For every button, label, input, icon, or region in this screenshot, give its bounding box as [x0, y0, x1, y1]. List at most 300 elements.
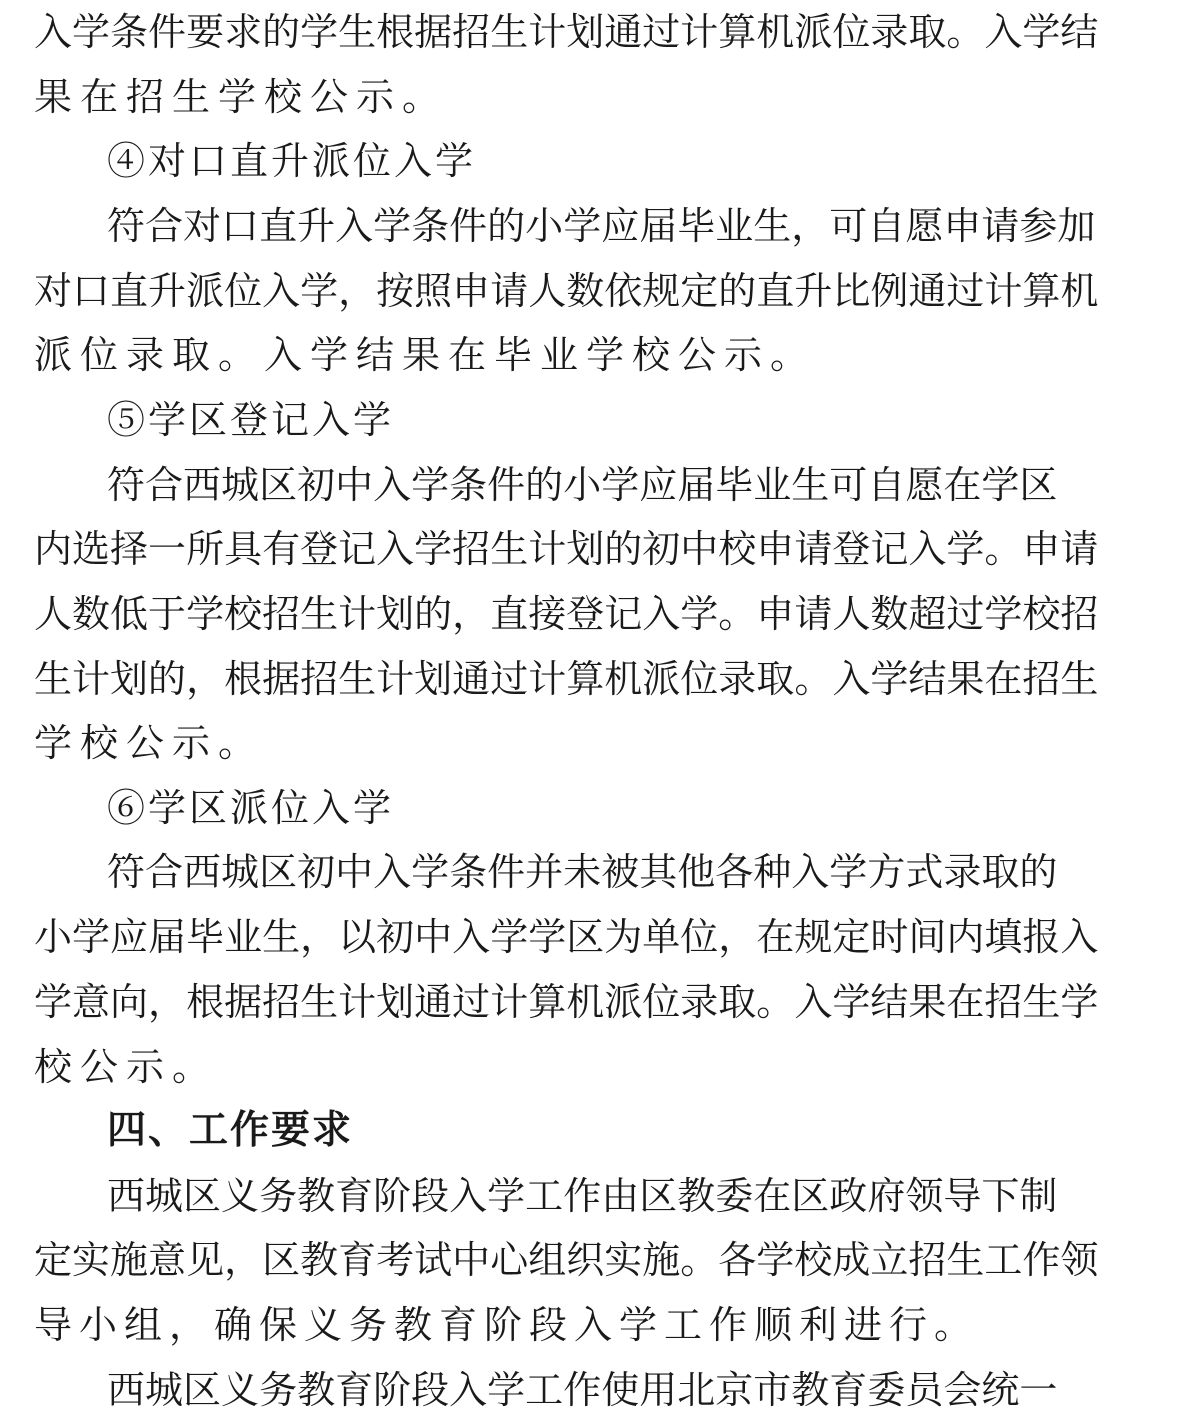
- glyph: 一: [1019, 1368, 1058, 1412]
- glyph: 段: [411, 1368, 450, 1412]
- paragraph-line: [0, 582, 1099, 646]
- glyph: 育: [338, 1238, 377, 1282]
- glyph: 计: [490, 980, 529, 1024]
- subsection-heading: ④对口直升派位入学: [107, 139, 477, 183]
- glyph: 位: [642, 980, 681, 1024]
- glyph: 结: [870, 980, 909, 1024]
- glyph: 学: [300, 269, 339, 313]
- glyph: 学: [72, 10, 111, 54]
- glyph: 中: [414, 915, 453, 959]
- glyph: 取: [718, 980, 757, 1024]
- glyph: 入: [794, 980, 833, 1024]
- glyph: 升: [794, 269, 833, 313]
- glyph: 在: [943, 463, 982, 507]
- glyph: 学: [680, 592, 719, 636]
- glyph: ，: [791, 204, 830, 248]
- glyph: 划: [376, 592, 415, 636]
- glyph: 的: [1019, 850, 1058, 894]
- glyph: 可: [829, 463, 868, 507]
- glyph: 领: [1060, 1238, 1099, 1282]
- glyph: 件: [148, 10, 187, 54]
- glyph: 件: [487, 850, 526, 894]
- glyph: 升: [297, 204, 336, 248]
- glyph: 学: [981, 463, 1020, 507]
- glyph: 选: [72, 527, 111, 571]
- glyph: 心: [490, 1238, 529, 1282]
- paragraph-line: [0, 1164, 1058, 1228]
- glyph: 。: [946, 10, 985, 54]
- glyph: 务: [259, 1368, 298, 1412]
- glyph: 计: [984, 269, 1023, 313]
- glyph: 直: [110, 269, 149, 313]
- glyph: 自: [867, 463, 906, 507]
- glyph: 各: [718, 1238, 757, 1282]
- glyph: 算: [1022, 269, 1061, 313]
- glyph: 届: [639, 204, 678, 248]
- glyph: 划: [110, 657, 149, 701]
- glyph: 校: [224, 592, 263, 636]
- glyph: ，: [186, 657, 225, 701]
- glyph: 下: [981, 1174, 1020, 1218]
- glyph: 报: [1022, 915, 1061, 959]
- glyph: 学: [72, 915, 111, 959]
- glyph: 学: [487, 1368, 526, 1412]
- glyph: 以: [338, 915, 377, 959]
- glyph: 对: [34, 269, 73, 313]
- glyph: 位: [680, 915, 719, 959]
- glyph: 根: [376, 10, 415, 54]
- glyph: 实: [604, 1238, 643, 1282]
- glyph: 过: [642, 10, 681, 54]
- glyph: 向: [110, 980, 149, 1024]
- glyph: 自: [867, 204, 906, 248]
- glyph: 愿: [905, 463, 944, 507]
- glyph: 超: [908, 592, 947, 636]
- glyph: 取: [981, 850, 1020, 894]
- glyph: 小: [34, 915, 73, 959]
- glyph: 初: [376, 915, 415, 959]
- glyph: 应: [639, 463, 678, 507]
- glyph: 具: [224, 527, 263, 571]
- glyph: 在: [756, 915, 795, 959]
- glyph: 规: [794, 915, 833, 959]
- glyph: 申: [756, 592, 795, 636]
- glyph: 育: [335, 1368, 374, 1412]
- glyph: 学: [414, 527, 453, 571]
- glyph: 届: [148, 915, 187, 959]
- glyph: 种: [753, 850, 792, 894]
- glyph: 派: [604, 980, 643, 1024]
- glyph: 请: [794, 527, 833, 571]
- glyph: 人: [832, 592, 871, 636]
- glyph: 有: [262, 527, 301, 571]
- glyph: 入: [791, 850, 830, 894]
- glyph: 算: [528, 980, 567, 1024]
- glyph: 学: [1022, 10, 1061, 54]
- glyph: 初: [642, 527, 681, 571]
- glyph: 区: [791, 1174, 830, 1218]
- glyph: 人: [34, 592, 73, 636]
- glyph: 招: [452, 527, 491, 571]
- glyph: 组: [528, 1238, 567, 1282]
- glyph: 入: [984, 10, 1023, 54]
- glyph: 他: [677, 850, 716, 894]
- glyph: 取: [908, 10, 947, 54]
- glyph: 过: [946, 592, 985, 636]
- glyph: 填: [984, 915, 1023, 959]
- glyph: 通: [908, 269, 947, 313]
- glyph: 生: [262, 915, 301, 959]
- glyph: 入: [373, 850, 412, 894]
- glyph: 应: [110, 915, 149, 959]
- glyph: 业: [753, 463, 792, 507]
- glyph: 被: [601, 850, 640, 894]
- glyph: 。: [984, 527, 1023, 571]
- glyph: 求: [224, 10, 263, 54]
- glyph: 教: [300, 1238, 339, 1282]
- glyph: 位: [832, 10, 871, 54]
- glyph: 愿: [905, 204, 944, 248]
- glyph: 记: [870, 527, 909, 571]
- glyph: 西: [107, 1174, 146, 1218]
- glyph: 入: [335, 204, 374, 248]
- glyph: 入: [262, 269, 301, 313]
- glyph: 统: [981, 1368, 1020, 1412]
- glyph: 招: [452, 10, 491, 54]
- glyph: 计: [680, 10, 719, 54]
- glyph: 人: [528, 269, 567, 313]
- glyph: 据: [262, 657, 301, 701]
- glyph: 在: [753, 1174, 792, 1218]
- glyph: 成: [832, 1238, 871, 1282]
- glyph: 生: [338, 10, 377, 54]
- glyph: 会: [943, 1368, 982, 1412]
- glyph: 作: [563, 1368, 602, 1412]
- glyph: 择: [110, 527, 149, 571]
- glyph: 位: [224, 269, 263, 313]
- glyph: 生: [490, 527, 529, 571]
- glyph: 算: [718, 10, 757, 54]
- glyph: 招: [908, 1238, 947, 1282]
- glyph: 区: [639, 1174, 678, 1218]
- glyph: 入: [376, 527, 415, 571]
- glyph: 登: [566, 592, 605, 636]
- section-heading: 四、工作要求: [107, 1108, 354, 1153]
- glyph: 业: [715, 204, 754, 248]
- glyph: 招: [262, 592, 301, 636]
- glyph: 生: [490, 10, 529, 54]
- glyph: 的: [718, 269, 757, 313]
- glyph: 记: [604, 592, 643, 636]
- glyph: 申: [452, 269, 491, 313]
- glyph: 合: [145, 204, 184, 248]
- glyph: 见: [186, 1238, 225, 1282]
- glyph: 教: [677, 1174, 716, 1218]
- glyph: 通: [604, 10, 643, 54]
- glyph: 入: [642, 592, 681, 636]
- glyph: 阶: [373, 1174, 412, 1218]
- glyph: 条: [449, 850, 488, 894]
- glyph: 义: [221, 1368, 260, 1412]
- paragraph-line: [0, 259, 1099, 323]
- glyph: 依: [604, 269, 643, 313]
- glyph: 划: [414, 657, 453, 701]
- glyph: 派: [642, 657, 681, 701]
- glyph: 城: [221, 463, 260, 507]
- glyph: 内: [34, 527, 73, 571]
- glyph: 在: [984, 657, 1023, 701]
- paragraph-line: [0, 647, 1099, 711]
- glyph: 试: [414, 1238, 453, 1282]
- glyph: 中: [452, 1238, 491, 1282]
- glyph: 考: [376, 1238, 415, 1282]
- glyph: 校: [1022, 592, 1061, 636]
- glyph: 。: [794, 657, 833, 701]
- glyph: 低: [110, 592, 149, 636]
- glyph: 录: [870, 10, 909, 54]
- glyph: 划: [376, 980, 415, 1024]
- glyph: 计: [528, 10, 567, 54]
- glyph: 内: [946, 915, 985, 959]
- glyph: 教: [791, 1368, 830, 1412]
- glyph: 单: [642, 915, 681, 959]
- glyph: 登: [832, 527, 871, 571]
- glyph: 入: [908, 527, 947, 571]
- glyph: 数: [72, 592, 111, 636]
- glyph: 条: [411, 204, 450, 248]
- glyph: 学: [946, 527, 985, 571]
- glyph: 入: [1060, 915, 1099, 959]
- glyph: 招: [984, 980, 1023, 1024]
- glyph: 招: [262, 980, 301, 1024]
- glyph: 小: [525, 204, 564, 248]
- glyph: 教: [297, 1368, 336, 1412]
- glyph: 请: [794, 592, 833, 636]
- glyph: 派: [794, 10, 833, 54]
- paragraph-line: [0, 1358, 1058, 1422]
- glyph: 由: [601, 1174, 640, 1218]
- glyph: 工: [984, 1238, 1023, 1282]
- glyph: 合: [145, 463, 184, 507]
- glyph: 的: [414, 592, 453, 636]
- glyph: 西: [183, 463, 222, 507]
- paragraph-line: [0, 517, 1099, 581]
- paragraph-line: [0, 1228, 1099, 1292]
- glyph: 一: [148, 527, 187, 571]
- glyph: ，: [718, 915, 757, 959]
- glyph: 毕: [677, 204, 716, 248]
- glyph: 作: [1022, 1238, 1061, 1282]
- glyph: 数: [870, 592, 909, 636]
- glyph: 员: [905, 1368, 944, 1412]
- glyph: 数: [566, 269, 605, 313]
- glyph: 中: [680, 527, 719, 571]
- glyph: 初: [297, 463, 336, 507]
- paragraph-line: 果在招生学校公示。: [34, 75, 449, 119]
- glyph: 入: [373, 463, 412, 507]
- glyph: 件: [449, 204, 488, 248]
- glyph: 学: [984, 592, 1023, 636]
- glyph: ，: [338, 269, 377, 313]
- glyph: 在: [946, 980, 985, 1024]
- glyph: 学: [829, 850, 868, 894]
- glyph: 招: [1060, 592, 1099, 636]
- glyph: 对: [183, 204, 222, 248]
- glyph: 的: [487, 204, 526, 248]
- glyph: 施: [110, 1238, 149, 1282]
- glyph: 毕: [186, 915, 225, 959]
- glyph: 的: [525, 463, 564, 507]
- glyph: 计: [376, 657, 415, 701]
- glyph: 派: [186, 269, 225, 313]
- glyph: 生: [300, 980, 339, 1024]
- glyph: 可: [829, 204, 868, 248]
- glyph: 。: [756, 980, 795, 1024]
- glyph: 校: [794, 1238, 833, 1282]
- glyph: 学: [34, 980, 73, 1024]
- glyph: 西: [183, 850, 222, 894]
- glyph: 划: [566, 10, 605, 54]
- glyph: 机: [566, 980, 605, 1024]
- glyph: 过: [452, 980, 491, 1024]
- glyph: 定: [680, 269, 719, 313]
- glyph: 政: [829, 1174, 868, 1218]
- glyph: 京: [715, 1368, 754, 1412]
- glyph: 计: [528, 657, 567, 701]
- glyph: 育: [829, 1368, 868, 1412]
- glyph: 西: [107, 1368, 146, 1412]
- glyph: 据: [224, 980, 263, 1024]
- glyph: ，: [148, 980, 187, 1024]
- glyph: 学: [300, 10, 339, 54]
- glyph: 区: [566, 915, 605, 959]
- glyph: 升: [148, 269, 187, 313]
- glyph: 录: [943, 850, 982, 894]
- glyph: 取: [756, 657, 795, 701]
- glyph: 学: [490, 915, 529, 959]
- glyph: 接: [528, 592, 567, 636]
- glyph: 申: [756, 527, 795, 571]
- glyph: 符: [107, 850, 146, 894]
- glyph: 条: [449, 463, 488, 507]
- paragraph-line: [0, 970, 1099, 1034]
- glyph: 城: [145, 1368, 184, 1412]
- glyph: 位: [680, 657, 719, 701]
- glyph: 录: [680, 980, 719, 1024]
- glyph: 城: [145, 1174, 184, 1218]
- glyph: 方: [867, 850, 906, 894]
- glyph: 果: [946, 657, 985, 701]
- glyph: 区: [183, 1174, 222, 1218]
- glyph: 其: [639, 850, 678, 894]
- glyph: 招: [300, 657, 339, 701]
- glyph: 符: [107, 463, 146, 507]
- glyph: 加: [1057, 204, 1096, 248]
- glyph: 委: [715, 1174, 754, 1218]
- glyph: 要: [186, 10, 225, 54]
- glyph: 请: [490, 269, 529, 313]
- paragraph-line: [0, 0, 1099, 64]
- glyph: 育: [335, 1174, 374, 1218]
- glyph: 计: [72, 657, 111, 701]
- glyph: 北: [677, 1368, 716, 1412]
- glyph: 根: [224, 657, 263, 701]
- glyph: 务: [259, 1174, 298, 1218]
- glyph: ，: [224, 1238, 263, 1282]
- subsection-heading: ⑤学区登记入学: [107, 398, 395, 442]
- glyph: 划: [566, 527, 605, 571]
- glyph: 规: [642, 269, 681, 313]
- glyph: 小: [563, 463, 602, 507]
- glyph: 入: [449, 1368, 488, 1412]
- glyph: 立: [870, 1238, 909, 1282]
- glyph: 照: [414, 269, 453, 313]
- glyph: 各: [715, 850, 754, 894]
- glyph: 学: [528, 915, 567, 959]
- glyph: 初: [297, 850, 336, 894]
- glyph: 导: [943, 1174, 982, 1218]
- glyph: 计: [528, 527, 567, 571]
- glyph: 条: [110, 10, 149, 54]
- glyph: 间: [908, 915, 947, 959]
- glyph: 所: [186, 527, 225, 571]
- glyph: 请: [981, 204, 1020, 248]
- glyph: 学: [832, 980, 871, 1024]
- glyph: 入: [449, 1174, 488, 1218]
- glyph: 例: [870, 269, 909, 313]
- glyph: 作: [563, 1174, 602, 1218]
- glyph: 毕: [715, 463, 754, 507]
- glyph: 段: [411, 1174, 450, 1218]
- glyph: 区: [259, 850, 298, 894]
- glyph: 学: [870, 657, 909, 701]
- glyph: 中: [335, 850, 374, 894]
- glyph: 阶: [373, 1368, 412, 1412]
- glyph: 申: [1022, 527, 1061, 571]
- glyph: 算: [566, 657, 605, 701]
- glyph: 中: [335, 463, 374, 507]
- glyph: 区: [1019, 463, 1058, 507]
- glyph: 的: [262, 10, 301, 54]
- glyph: ，: [300, 915, 339, 959]
- paragraph-line: [0, 840, 1058, 904]
- paragraph-line: 学校公示。: [34, 721, 265, 765]
- subsection-heading: ⑥学区派位入学: [107, 786, 395, 830]
- paragraph-line: [0, 194, 1096, 258]
- glyph: 按: [376, 269, 415, 313]
- glyph: 市: [753, 1368, 792, 1412]
- glyph: 实: [72, 1238, 111, 1282]
- glyph: 过: [490, 657, 529, 701]
- glyph: 未: [563, 850, 602, 894]
- glyph: 机: [756, 10, 795, 54]
- glyph: 记: [338, 527, 377, 571]
- glyph: 直: [490, 592, 529, 636]
- glyph: 。: [718, 592, 757, 636]
- glyph: 的: [148, 657, 187, 701]
- glyph: 果: [908, 980, 947, 1024]
- glyph: 业: [224, 915, 263, 959]
- glyph: 直: [756, 269, 795, 313]
- glyph: 学: [186, 592, 225, 636]
- glyph: 意: [72, 980, 111, 1024]
- glyph: 府: [867, 1174, 906, 1218]
- glyph: 织: [566, 1238, 605, 1282]
- glyph: ，: [452, 592, 491, 636]
- glyph: 领: [905, 1174, 944, 1218]
- glyph: 登: [300, 527, 339, 571]
- glyph: 学: [601, 463, 640, 507]
